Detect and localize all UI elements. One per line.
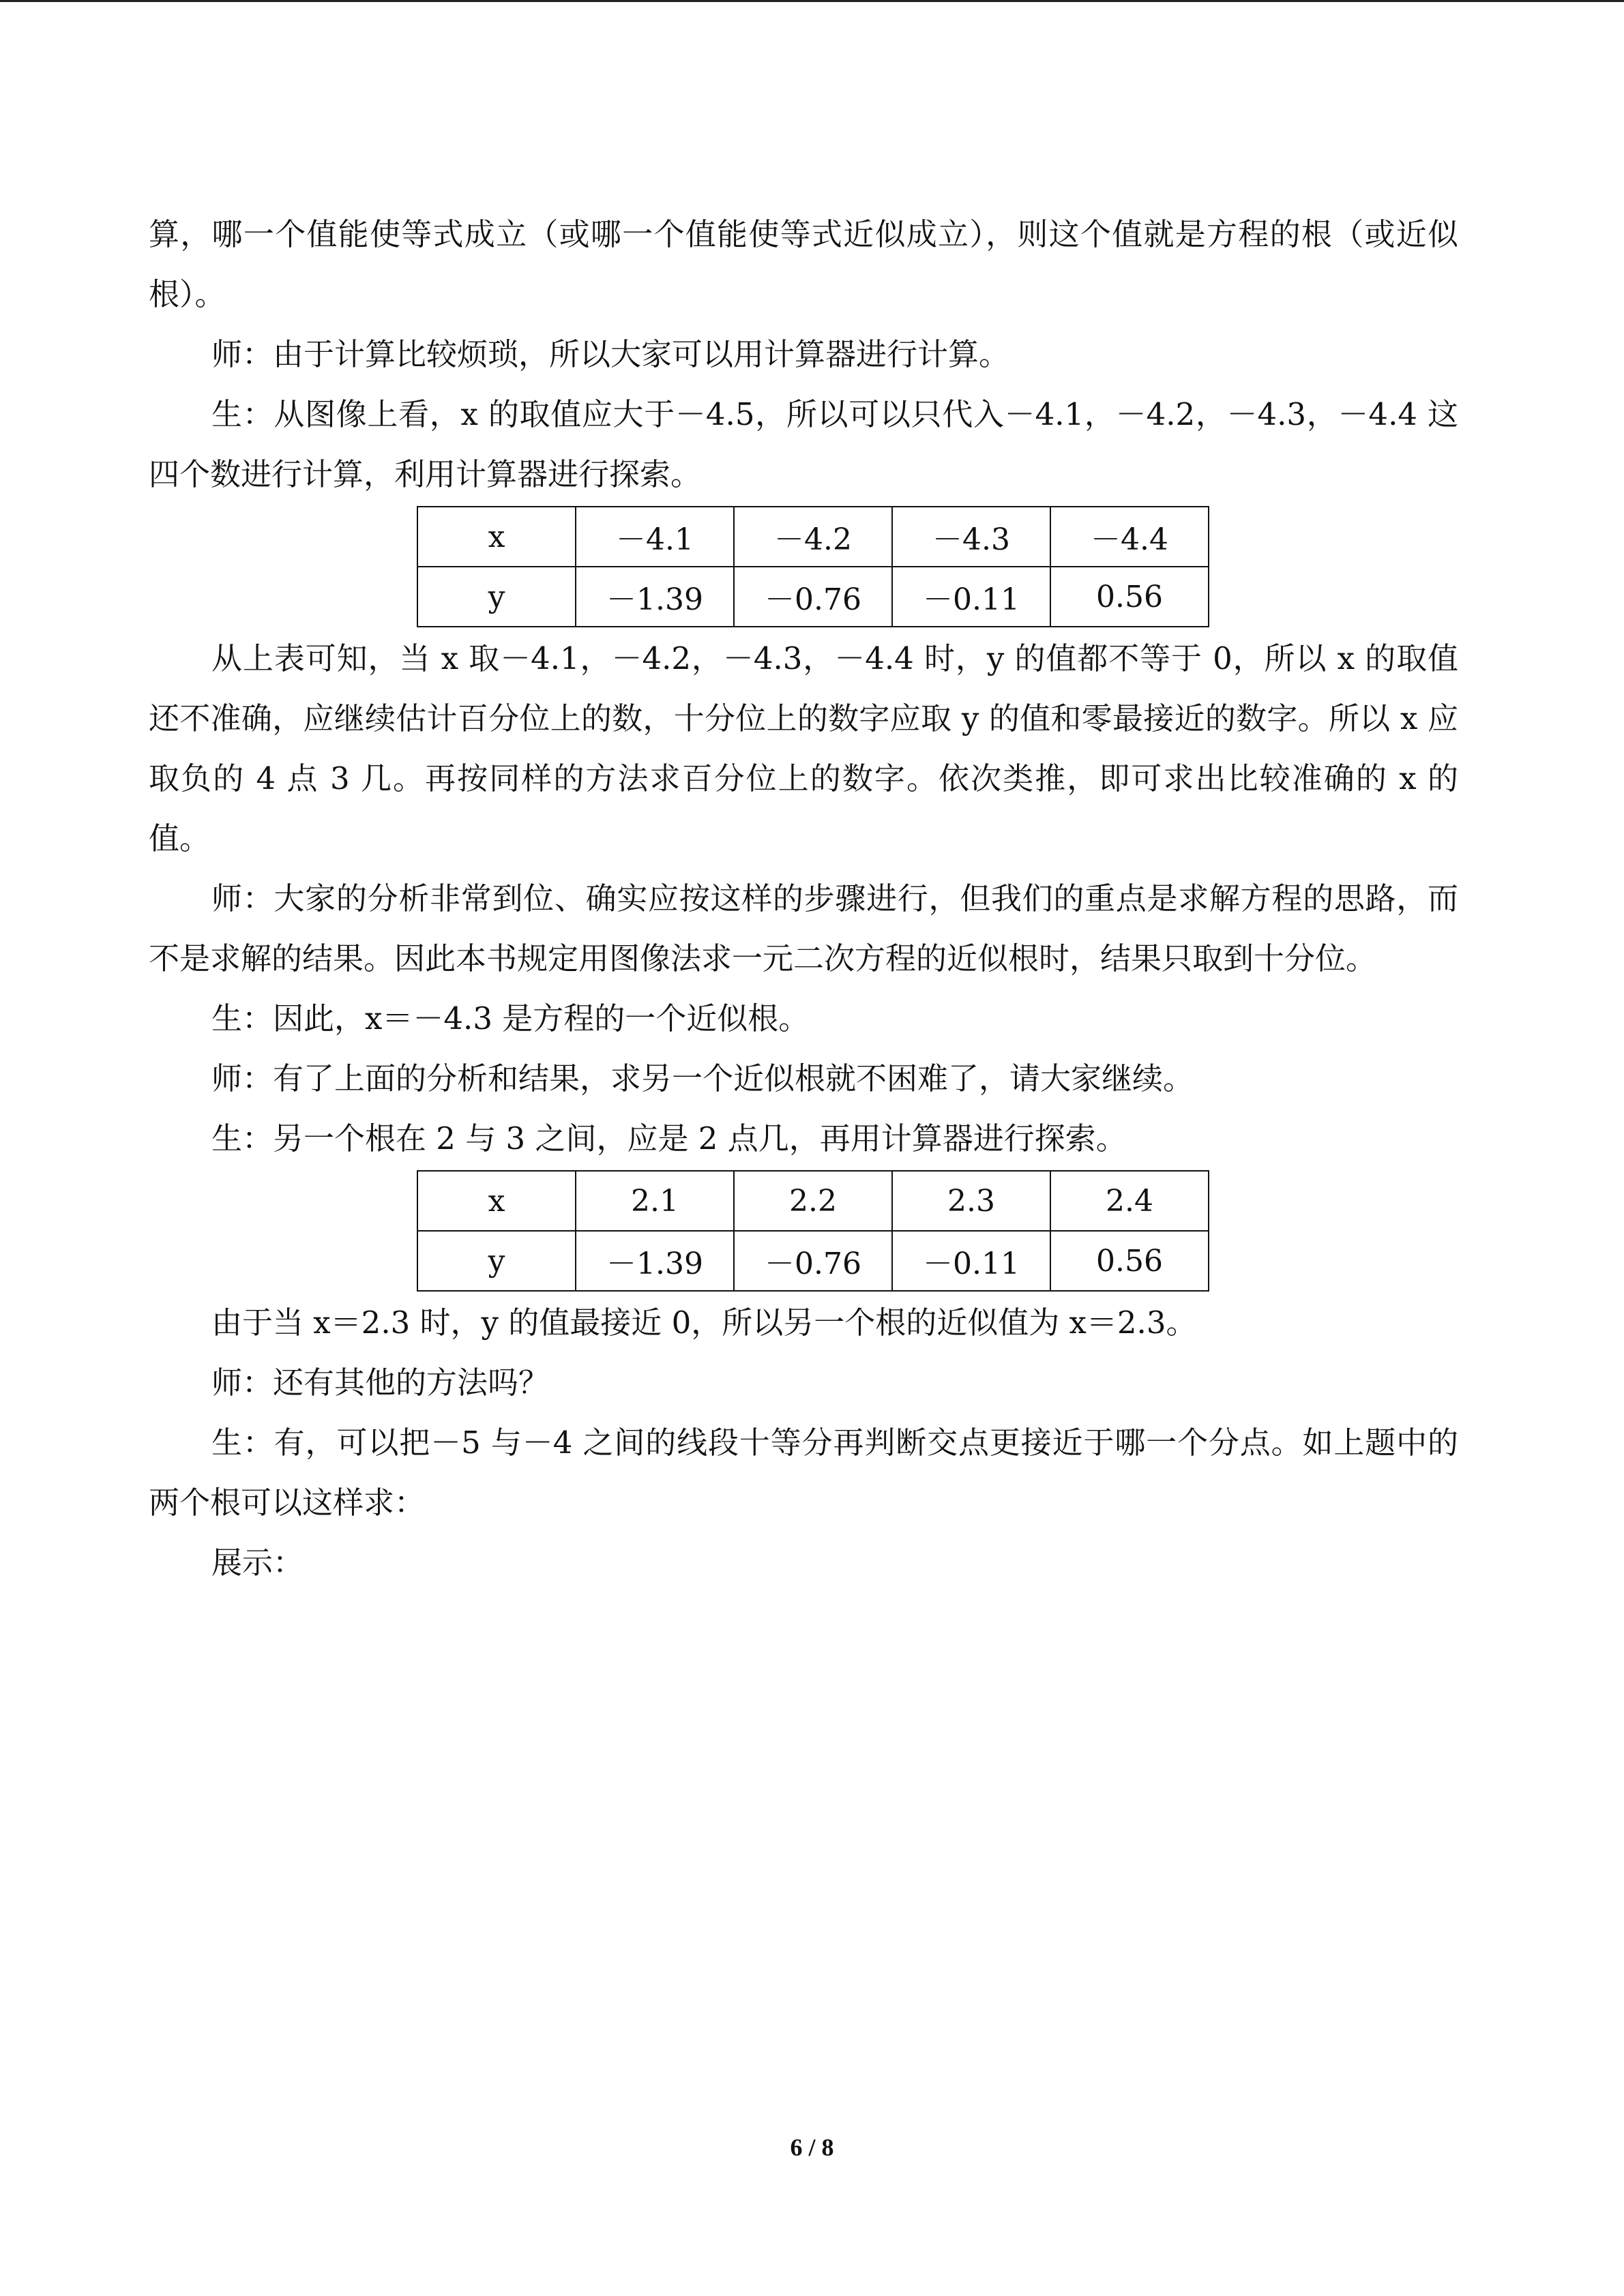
table-cell-x-label: x	[417, 1171, 576, 1231]
table-cell-y-label: y	[417, 567, 576, 627]
table-cell: －0.76	[734, 567, 892, 627]
page-number: 6 / 8	[790, 2134, 834, 2161]
table-row-y	[417, 1231, 1209, 1291]
table-cell: －4.1	[576, 507, 734, 567]
table-cell: －1.39	[576, 1231, 734, 1291]
table-cell: 2.4	[1050, 1171, 1209, 1231]
table-cell: －4.3	[892, 507, 1050, 567]
table-cell: －1.39	[576, 567, 734, 627]
paragraph-table-analysis: 从上表可知，当 x 取－4.1，－4.2，－4.3，－4.4 时，y 的值都不等于 0，所以 x 的取值还不准确，应继续估计百分位上的数，十分位上的数字应取 y 的值和零最接近的数字。所以 x 应取负的 4 点 3 几。再按同样的方法求百分位上的数字。依次类推，即可求出比较准确的 x 的值。	[149, 640, 1458, 856]
paragraph-student-root-one: 生：因此，x＝－4.3 是方程的一个近似根。	[211, 1000, 810, 1037]
paragraph-student-subdivision: 生：有，可以把－5 与－4 之间的线段十等分再判断交点更接近于哪一个分点。如上题中的两个根可以这样求：	[149, 1425, 1458, 1521]
value-table-positive-root	[417, 1170, 1209, 1292]
paragraph-teacher-other-methods: 师：还有其他的方法吗？	[211, 1365, 550, 1401]
paragraph-teacher-continue: 师：有了上面的分析和结果，求另一个近似根就不困难了，请大家继续。	[211, 1060, 1194, 1097]
table-cell: 0.56	[1050, 1231, 1209, 1291]
table-cell: －0.76	[734, 1231, 892, 1291]
table-cell-x-label: x	[417, 507, 576, 567]
paragraph-teacher-focus: 师：大家的分析非常到位、确实应按这样的步骤进行，但我们的重点是求解方程的思路，而不是求解的结果。因此本书规定用图像法求一元二次方程的近似根时，结果只取到十分位。	[149, 880, 1458, 976]
table-cell: 2.2	[734, 1171, 892, 1231]
document-page	[149, 205, 1458, 1593]
paragraph-continuation: 算，哪一个值能使等式成立（或哪一个值能使等式近似成立），则这个值就是方程的根（或近似根）。	[149, 216, 1458, 312]
table-cell-y-label: y	[417, 1231, 576, 1291]
paragraph-show: 展示：	[211, 1545, 304, 1581]
table-cell: 2.1	[576, 1171, 734, 1231]
top-border-line	[0, 0, 1624, 2]
table-cell: －0.11	[892, 567, 1050, 627]
table-row-x	[417, 1171, 1209, 1231]
paragraph-student-substitution: 生：从图像上看，x 的取值应大于－4.5，所以可以只代入－4.1，－4.2，－4.3，－4.4 这四个数进行计算，利用计算器进行探索。	[149, 396, 1458, 492]
table-row-y	[417, 567, 1209, 627]
table-cell: －0.11	[892, 1231, 1050, 1291]
paragraph-second-root-result: 由于当 x＝2.3 时，y 的值最接近 0，所以另一个根的近似值为 x＝2.3。	[211, 1304, 1197, 1341]
table-cell: －4.2	[734, 507, 892, 567]
paragraph-student-second-root: 生：另一个根在 2 与 3 之间，应是 2 点几，再用计算器进行探索。	[211, 1120, 1127, 1157]
table-row-x	[417, 507, 1209, 567]
value-table-negative-root	[417, 506, 1209, 627]
table-cell: －4.4	[1050, 507, 1209, 567]
paragraph-teacher-calculator: 师：由于计算比较烦琐，所以大家可以用计算器进行计算。	[211, 336, 1010, 372]
table-cell: 2.3	[892, 1171, 1050, 1231]
table-cell: 0.56	[1050, 567, 1209, 627]
